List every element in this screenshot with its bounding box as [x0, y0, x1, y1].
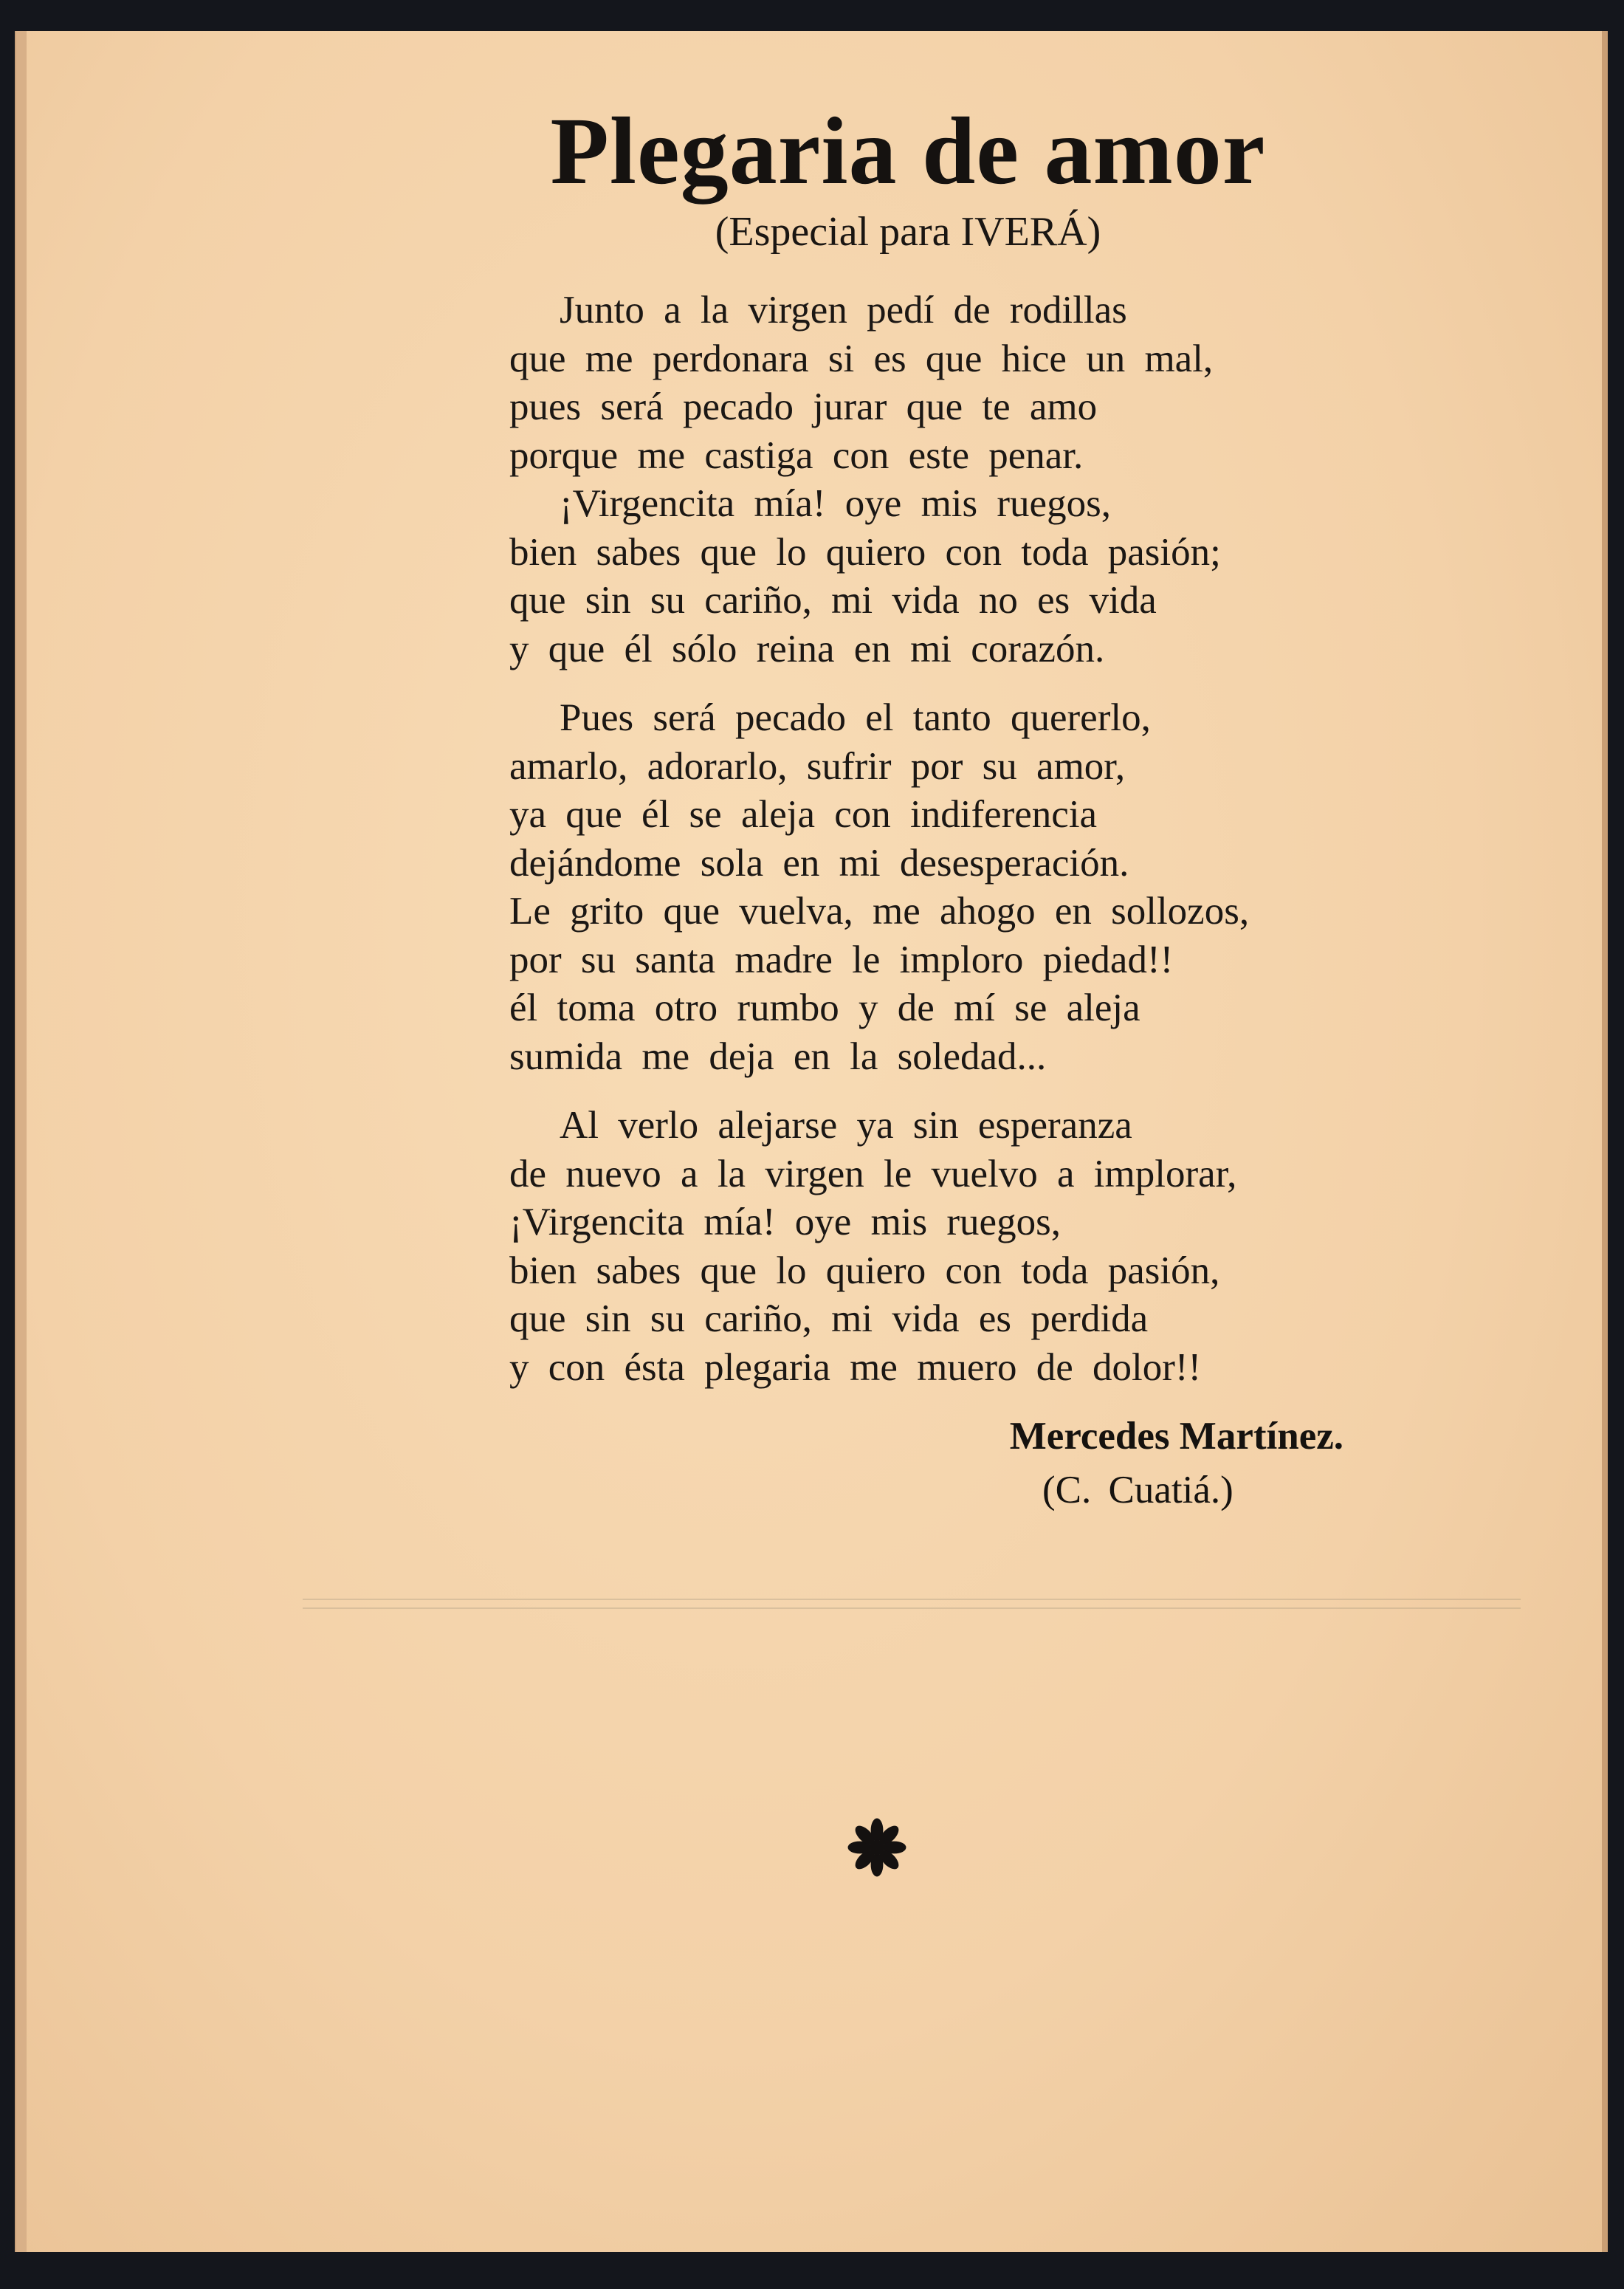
poem-line: amarlo, adorarlo, sufrir por su amor,: [509, 744, 1126, 788]
stanza: [509, 1102, 1395, 1392]
poem-subtitle: (Especial para IVERÁ): [715, 209, 1101, 255]
poem-line: y con ésta plegaria me muero de dolor!!: [509, 1345, 1202, 1389]
poem-line: Junto a la virgen pedí de rodillas: [560, 289, 1127, 332]
poem-line: dejándome sola en mi desesperación.: [509, 841, 1129, 885]
poem-line: ya que él se aleja con indiferencia: [509, 793, 1098, 836]
stanza: [509, 694, 1395, 1081]
author-place: (C. Cuatiá.): [1042, 1469, 1234, 1511]
poem-line: Le grito que vuelva, me ahogo en sollozos,: [509, 890, 1250, 933]
poem-line: ¡Virgencita mía! oye mis ruegos,: [509, 1201, 1061, 1243]
poem-line: Al verlo alejarse ya sin esperanza: [560, 1104, 1132, 1147]
poem-title: Plegaria de amor: [550, 98, 1266, 205]
poem-line: que sin su cariño, mi vida es perdida: [509, 1297, 1149, 1340]
poem-line: de nuevo a la virgen le vuelvo a implorar,: [509, 1152, 1237, 1195]
poem-line: que sin su cariño, mi vida no es vida: [509, 579, 1157, 622]
poem-line: porque me castiga con este penar.: [509, 433, 1084, 477]
author-name: Mercedes Martínez.: [1009, 1415, 1343, 1458]
poem-line: bien sabes que lo quiero con toda pasión;: [509, 530, 1221, 574]
poem-body: [509, 286, 1395, 1413]
poem-line: pues será pecado jurar que te amo: [509, 385, 1098, 428]
poem-line: ¡Virgencita mía! oye mis ruegos,: [560, 482, 1111, 525]
show-through-rule: [303, 1599, 1521, 1609]
poem-line: él toma otro rumbo y de mí se aleja: [509, 986, 1140, 1029]
poem-line: sumida me deja en la soledad...: [509, 1034, 1047, 1078]
poem-line: que me perdonara si es que hice un mal,: [509, 337, 1214, 380]
poem-line: por su santa madre le imploro piedad!!: [509, 938, 1174, 981]
asterisk-flower-icon: [846, 1816, 908, 1878]
poem-line: Pues será pecado el tanto quererlo,: [560, 696, 1151, 739]
stanza: [509, 286, 1395, 673]
poem-line: bien sabes que lo quiero con toda pasión,: [509, 1249, 1220, 1292]
poem-line: y que él sólo reina en mi corazón.: [509, 627, 1105, 670]
